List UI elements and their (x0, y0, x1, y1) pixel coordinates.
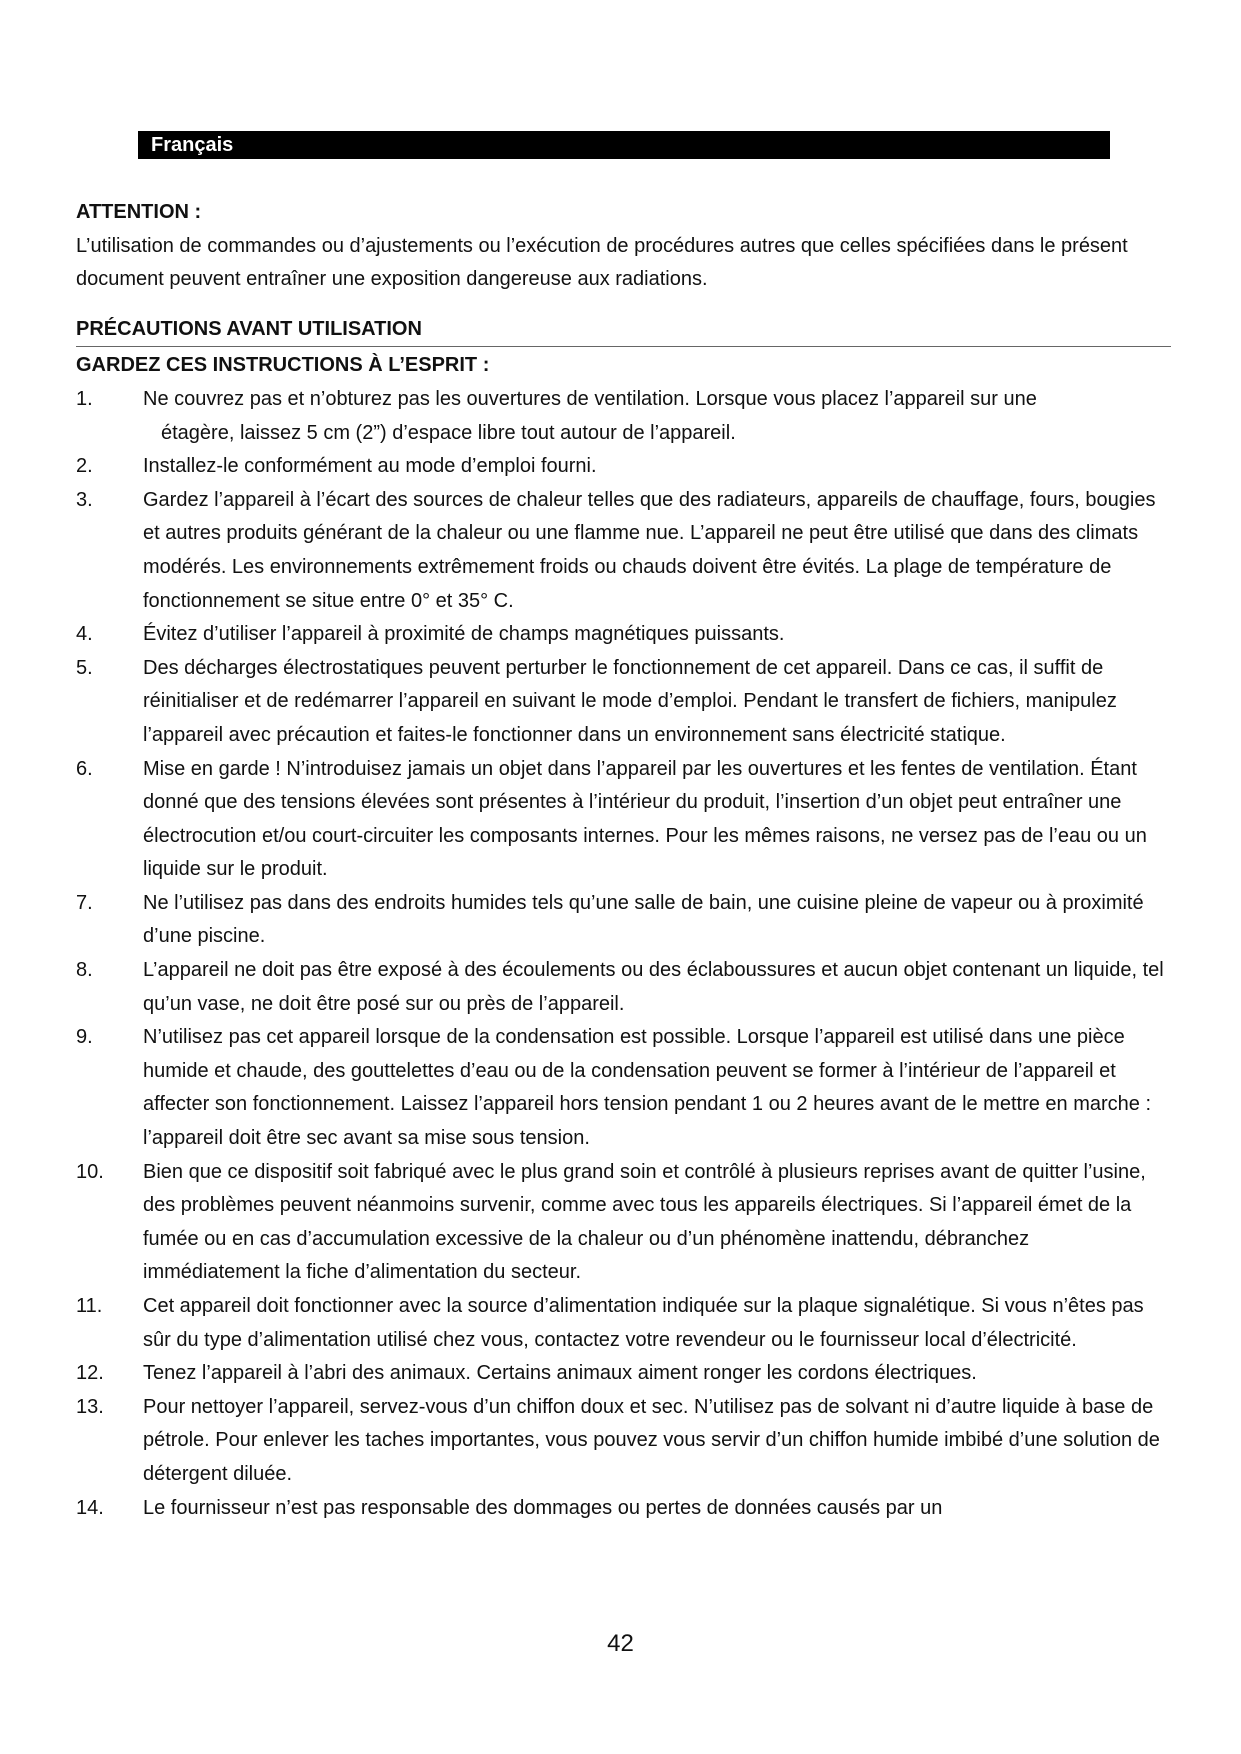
item-text: L’appareil ne doit pas être exposé à des écoulements ou des éclaboussures et aucun objet contenant un liquide, tel qu’un vase, ne doit être posé sur ou près de l’appareil. (143, 959, 1164, 1015)
language-header-bar (138, 131, 1110, 159)
page-number: 42 (607, 1630, 634, 1657)
item-text: Bien que ce dispositif soit fabriqué avec le plus grand soin et contrôlé à plusieurs reprises avant de quitter l’usine, des problèmes peuvent néanmoins survenir, comme avec tous les appareils électriques. Si l’appareil émet de la fumée ou en cas d’accumulation excessive de la chaleur ou d’un phénomène inattendu, débranchez immédiatement la fiche d’alimentation du secteur. (143, 1160, 1146, 1284)
list-item (76, 450, 1171, 484)
item-number: 7. (76, 891, 93, 914)
item-text: Le fournisseur n’est pas responsable des dommages ou pertes de données causés par un (143, 1496, 943, 1519)
list-item (76, 1391, 1171, 1492)
list-item (76, 1021, 1171, 1155)
item-number: 4. (76, 623, 93, 646)
item-number: 8. (76, 959, 93, 982)
item-text: Tenez l’appareil à l’abri des animaux. Certains animaux aiment ronger les cordons électriques. (143, 1362, 977, 1385)
language-label: Français (151, 134, 234, 156)
list-item (76, 1156, 1171, 1290)
item-text: Gardez l’appareil à l’écart des sources de chaleur telles que des radiateurs, appareils de chauffage, fours, bougies et autres produits générant de la chaleur ou une flamme nue. L’appareil ne peut être utilisé que dans des climats modérés. Les environnements extrêmement froids ou chauds doivent être évités. La plage de température de fonctionnement se situe entre 0° et 35° C. (143, 488, 1156, 612)
list-item (76, 1492, 1171, 1526)
list-item (76, 887, 1171, 954)
item-number: 2. (76, 455, 93, 478)
precautions-title: PRÉCAUTIONS AVANT UTILISATION (76, 313, 1171, 348)
item-text: Évitez d’utiliser l’appareil à proximité de champs magnétiques puissants. (143, 623, 785, 646)
item-text: Mise en garde ! N’introduisez jamais un objet dans l’appareil par les ouvertures et les fentes de ventilation. Étant donné que des tensions élevées sont présentes à l’intérieur du produit, l’insertion d’un objet peut entraîner une électrocution et/ou court-circuiter les composants internes. Pour les mêmes raisons, ne versez pas de l’eau ou un liquide sur le produit. (143, 757, 1147, 881)
item-text: Ne l’utilisez pas dans des endroits humides tels qu’une salle de bain, une cuisine pleine de vapeur ou à proximité d’une piscine. (143, 891, 1144, 948)
item-text: Installez-le conformément au mode d’emploi fourni. (143, 455, 597, 478)
item-text: Pour nettoyer l’appareil, servez-vous d’un chiffon doux et sec. N’utilisez pas de solvant ni d’autre liquide à base de pétrole. Pour enlever les taches importantes, vous pouvez vous servir d’un chiffon humide imbibé d’une solution de détergent diluée. (143, 1395, 1160, 1485)
item-number: 13. (76, 1395, 104, 1418)
item-number: 5. (76, 656, 93, 679)
list-item (76, 652, 1171, 753)
keep-instructions-title: GARDEZ CES INSTRUCTIONS À L’ESPRIT : (76, 354, 490, 377)
item-number: 1. (76, 387, 93, 410)
list-item (76, 954, 1171, 1021)
list-item (76, 1290, 1171, 1357)
list-item (76, 1357, 1171, 1391)
attention-title: ATTENTION : (76, 201, 202, 223)
item-text: Ne couvrez pas et n’obturez pas les ouvertures de ventilation. Lorsque vous placez l’appareil sur une (143, 387, 1037, 410)
document-body (76, 196, 1171, 1525)
item-number: 11. (76, 1295, 103, 1317)
precautions-list (76, 383, 1171, 1525)
item-number: 9. (76, 1026, 93, 1049)
item-number: 10. (76, 1160, 104, 1183)
list-item (76, 753, 1171, 887)
item-text: Des décharges électrostatiques peuvent perturber le fonctionnement de cet appareil. Dans ce cas, il suffit de réinitialiser et de redémarrer l’appareil en suivant le mode d’emploi. Pendant le transfert de fichiers, manipulez l’appareil avec précaution et faites-le fonctionner dans un environnement sans électricité statique. (143, 656, 1117, 746)
list-item (76, 383, 1171, 450)
item-number: 14. (76, 1496, 104, 1519)
item-number: 3. (76, 488, 93, 511)
item-text-continued: étagère, laissez 5 cm (2”) d’espace libre tout autour de l’appareil. (161, 421, 736, 444)
item-number: 12. (76, 1362, 104, 1385)
item-number: 6. (76, 757, 93, 780)
list-item (76, 618, 1171, 652)
item-text: N’utilisez pas cet appareil lorsque de la condensation est possible. Lorsque l’appareil est utilisé dans une pièce humide et chaude, des gouttelettes d’eau ou de la condensation peuvent se former à l’intérieur de l’appareil et affecter son fonctionnement. Laissez l’appareil hors tension pendant 1 ou 2 heures avant de le mettre en marche : l’appareil doit être sec avant sa mise sous tension. (143, 1026, 1152, 1150)
attention-text: L’utilisation de commandes ou d’ajustements ou l’exécution de procédures autres que celles spécifiées dans le présent document peuvent entraîner une exposition dangereuse aux radiations. (76, 234, 1128, 291)
list-item (76, 484, 1171, 618)
item-text: Cet appareil doit fonctionner avec la source d’alimentation indiquée sur la plaque signalétique. Si vous n’êtes pas sûr du type d’alimentation utilisé chez vous, contactez votre revendeur ou le fournisseur local d’électricité. (143, 1295, 1144, 1351)
